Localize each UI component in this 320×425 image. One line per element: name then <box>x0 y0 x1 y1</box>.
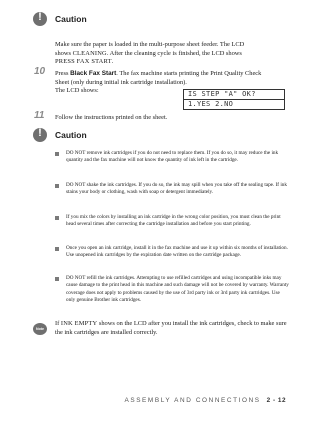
step-10-line: Sheet (only during initial ink cartridge installation). <box>55 78 187 86</box>
footer-section-title: ASSEMBLY AND CONNECTIONS <box>124 397 261 404</box>
page-footer <box>124 397 286 404</box>
step-number-11: 11 <box>34 110 45 121</box>
page-number: 2 - 12 <box>266 397 286 404</box>
note-text: If INK EMPTY shows on the LCD after you install the ink cartridges, check to make sure the ink cartridges are installed correctly. <box>55 320 287 336</box>
caution-line: PRESS FAX START. <box>55 58 114 66</box>
step-number-10: 10 <box>34 66 46 77</box>
caution-bullet: DO NOT refill the ink cartridges. Attempting to use refilled cartridges and using incompatible inks may cause damage to the print head in this machine and such damage will not be covered by warranty. Warranty coverage does not apply to problems caused by the use of 3rd party ink or 3rd party ink cartridges. Use only genuine Brother ink cartridges. <box>55 275 289 304</box>
caution-line: Make sure the paper is loaded in the multi-purpose sheet feeder. The LCD <box>55 41 245 48</box>
caution-bullet: If you mix the colors by installing an ink cartridge in the wrong color position, you must clean the print head several times after correcting the cartridge installation and before you start printing. <box>55 214 289 229</box>
bullet-square-icon <box>55 152 59 156</box>
step-11-text: Follow the instructions printed on the sheet. <box>55 114 168 121</box>
caution-line: shows CLEANING. After the cleaning cycle is finished, the LCD shows <box>55 49 242 57</box>
caution-icon: ! <box>33 128 47 142</box>
caution-text <box>55 41 287 67</box>
bullet-square-icon <box>55 277 59 281</box>
bullet-square-icon <box>55 216 59 220</box>
caution-label: Caution <box>55 14 87 24</box>
black-fax-start-key: Black Fax Start <box>70 70 117 77</box>
caution-bullet: DO NOT remove ink cartridges if you do not need to replace them. If you do so, it may reduce the ink quantity and the fax machine will not know the quantity of ink left in the cartridge. <box>55 150 289 165</box>
caution-header-2 <box>33 128 87 142</box>
note-icon: Note <box>33 323 47 335</box>
lcd-ink-empty-text: INK EMPTY <box>60 320 98 327</box>
bullet-square-icon <box>55 247 59 251</box>
lcd-cleaning-text: CLEANING <box>72 49 107 57</box>
step-10-line: The LCD shows: <box>55 87 99 95</box>
caution-label: Caution <box>55 130 87 140</box>
lcd-display-line2: 1.YES 2.NO <box>183 99 285 110</box>
lcd-press-fax-start-text: PRESS FAX START <box>55 58 112 66</box>
caution-header <box>33 12 87 26</box>
caution-icon: ! <box>33 12 47 26</box>
caution-bullet: Once you open an ink cartridge, install it in the fax machine and use it up within six months of installation. Use unopened ink cartridges by the expiration date written on the cartridge package. <box>55 245 289 260</box>
bullet-square-icon <box>55 184 59 188</box>
lcd-display-line1: IS STEP "A" OK? <box>183 89 285 100</box>
caution-bullet: DO NOT shake the ink cartridges. If you do so, the ink may spill when you take off the sealing tape. If ink stains your body or clothing, wash with soap or detergent immediately. <box>55 182 289 197</box>
step-10-line: Press Black Fax Start. The fax machine starts printing the Print Quality Check <box>55 70 262 77</box>
